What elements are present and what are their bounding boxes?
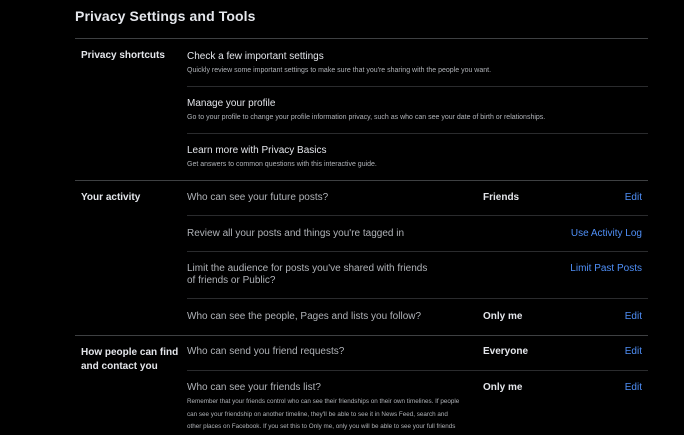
section-divider [75, 180, 648, 181]
limit-audience-label: Limit the audience for posts you've shared with friends of friends or Public? [187, 263, 428, 286]
friend-requests-label: Who can send you friend requests? [187, 346, 345, 357]
friends-list-description: Remember that your friends control who can see their friendships on their own timelines. If people can see your friendship on another timeline, they'll be able to see it in News Feed, search and other places on Facebook. If you set this to Only me, only you will be able to see your full friends [187, 398, 460, 430]
friends-list-label: Who can see your friends list? [187, 382, 321, 393]
row-divider [187, 86, 648, 87]
following-visibility-label: Who can see the people, Pages and lists you follow? [187, 311, 422, 322]
future-posts-edit-button[interactable]: Edit [624, 192, 642, 203]
manage-profile-description: Go to your profile to change your profile information privacy, such as who can see your date of birth or relationships. [187, 114, 546, 121]
friend-requests-value: Everyone [483, 346, 529, 357]
friend-requests-edit-button[interactable]: Edit [624, 346, 642, 357]
row-divider [187, 251, 648, 252]
section-title-find-contact: How people can find and contact you [81, 347, 179, 372]
future-posts-value: Friends [483, 192, 520, 203]
page-title: Privacy Settings and Tools [75, 8, 256, 24]
section-divider [75, 38, 648, 39]
privacy-basics-link[interactable]: Learn more with Privacy Basics [187, 145, 327, 156]
privacy-basics-description: Get answers to common questions with this interactive guide. [187, 161, 377, 168]
row-divider [187, 133, 648, 134]
row-divider [187, 215, 648, 216]
section-title-your-activity: Your activity [81, 192, 141, 203]
section-divider [75, 335, 648, 336]
friends-list-edit-button[interactable]: Edit [624, 382, 642, 393]
following-visibility-edit-button[interactable]: Edit [624, 311, 642, 322]
friends-list-value: Only me [483, 382, 523, 393]
future-posts-label: Who can see your future posts? [187, 192, 329, 203]
use-activity-log-button[interactable]: Use Activity Log [570, 228, 642, 239]
section-title-privacy-shortcuts: Privacy shortcuts [81, 50, 165, 61]
limit-past-posts-button[interactable]: Limit Past Posts [570, 263, 642, 274]
check-settings-link[interactable]: Check a few important settings [187, 51, 324, 62]
row-divider [187, 370, 648, 371]
following-visibility-value: Only me [483, 311, 523, 322]
manage-profile-link[interactable]: Manage your profile [187, 98, 276, 109]
check-settings-description: Quickly review some important settings to make sure that you're sharing with the people you want. [187, 67, 492, 74]
row-divider [187, 298, 648, 299]
review-posts-label: Review all your posts and things you're tagged in [187, 228, 405, 239]
